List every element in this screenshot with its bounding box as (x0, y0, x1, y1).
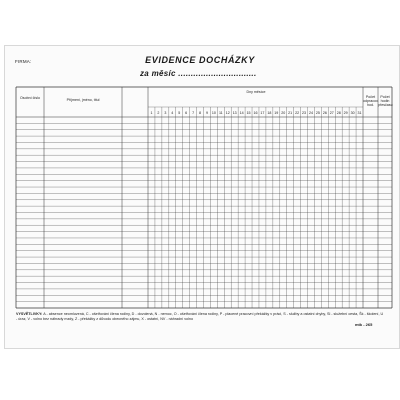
header-overtime-hours: Počet hodin přesčasu (378, 95, 393, 107)
day-number-22: 22 (295, 111, 300, 115)
day-number-20: 20 (281, 111, 286, 115)
header-personal-number: Osobní číslo (20, 96, 40, 100)
company-label: FIRMA: (15, 59, 32, 64)
day-number-12: 12 (225, 111, 230, 115)
day-number-1: 1 (150, 111, 153, 115)
day-number-31: 31 (357, 111, 362, 115)
day-number-11: 11 (218, 111, 223, 115)
day-number-28: 28 (336, 111, 341, 115)
day-number-19: 19 (274, 111, 279, 115)
form-title: EVIDENCE DOCHÁZKY (145, 55, 255, 65)
legend-label: VYSVĚTLIVKY: (16, 312, 43, 316)
day-number-8: 8 (199, 111, 202, 115)
day-number-24: 24 (308, 111, 313, 115)
day-number-6: 6 (185, 111, 188, 115)
day-number-4: 4 (171, 111, 174, 115)
day-number-16: 16 (253, 111, 258, 115)
day-number-29: 29 (343, 111, 348, 115)
form-code: mtk - 265 (355, 322, 373, 327)
day-number-13: 13 (232, 111, 237, 115)
day-number-5: 5 (178, 111, 181, 115)
day-number-30: 30 (350, 111, 355, 115)
day-number-26: 26 (322, 111, 327, 115)
day-number-21: 21 (288, 111, 293, 115)
day-number-27: 27 (329, 111, 334, 115)
header-name: Příjmení, jméno, titul (66, 98, 100, 102)
day-number-10: 10 (211, 111, 216, 115)
month-label: za měsíc ............................... (140, 69, 257, 78)
day-number-3: 3 (164, 111, 167, 115)
day-number-18: 18 (267, 111, 272, 115)
header-worked-hours: Počet odpracov. hod. (363, 95, 379, 107)
day-number-15: 15 (246, 111, 251, 115)
day-number-7: 7 (192, 111, 195, 115)
day-number-25: 25 (315, 111, 320, 115)
legend-text: A - absence neomluvená, C - ošetřování člena rodiny, D - dovolená, N - nemoc, O - ošetřování člena rodiny, P - placené pracovní překážky v práci, S - služby a ostatní chyby, Sl - služební cesta, Šk - školení, U - úraz, V - volno bez náhrady mzdy, Z - překážky z důvodu obecného zájmu, X - ostatní, NV - náhradní volno (16, 312, 384, 321)
day-number-17: 17 (260, 111, 265, 115)
day-number-14: 14 (239, 111, 244, 115)
day-number-23: 23 (302, 111, 307, 115)
day-number-2: 2 (157, 111, 160, 115)
day-number-9: 9 (205, 111, 208, 115)
legend (16, 312, 384, 322)
header-days: Dny měsíce (246, 90, 266, 94)
